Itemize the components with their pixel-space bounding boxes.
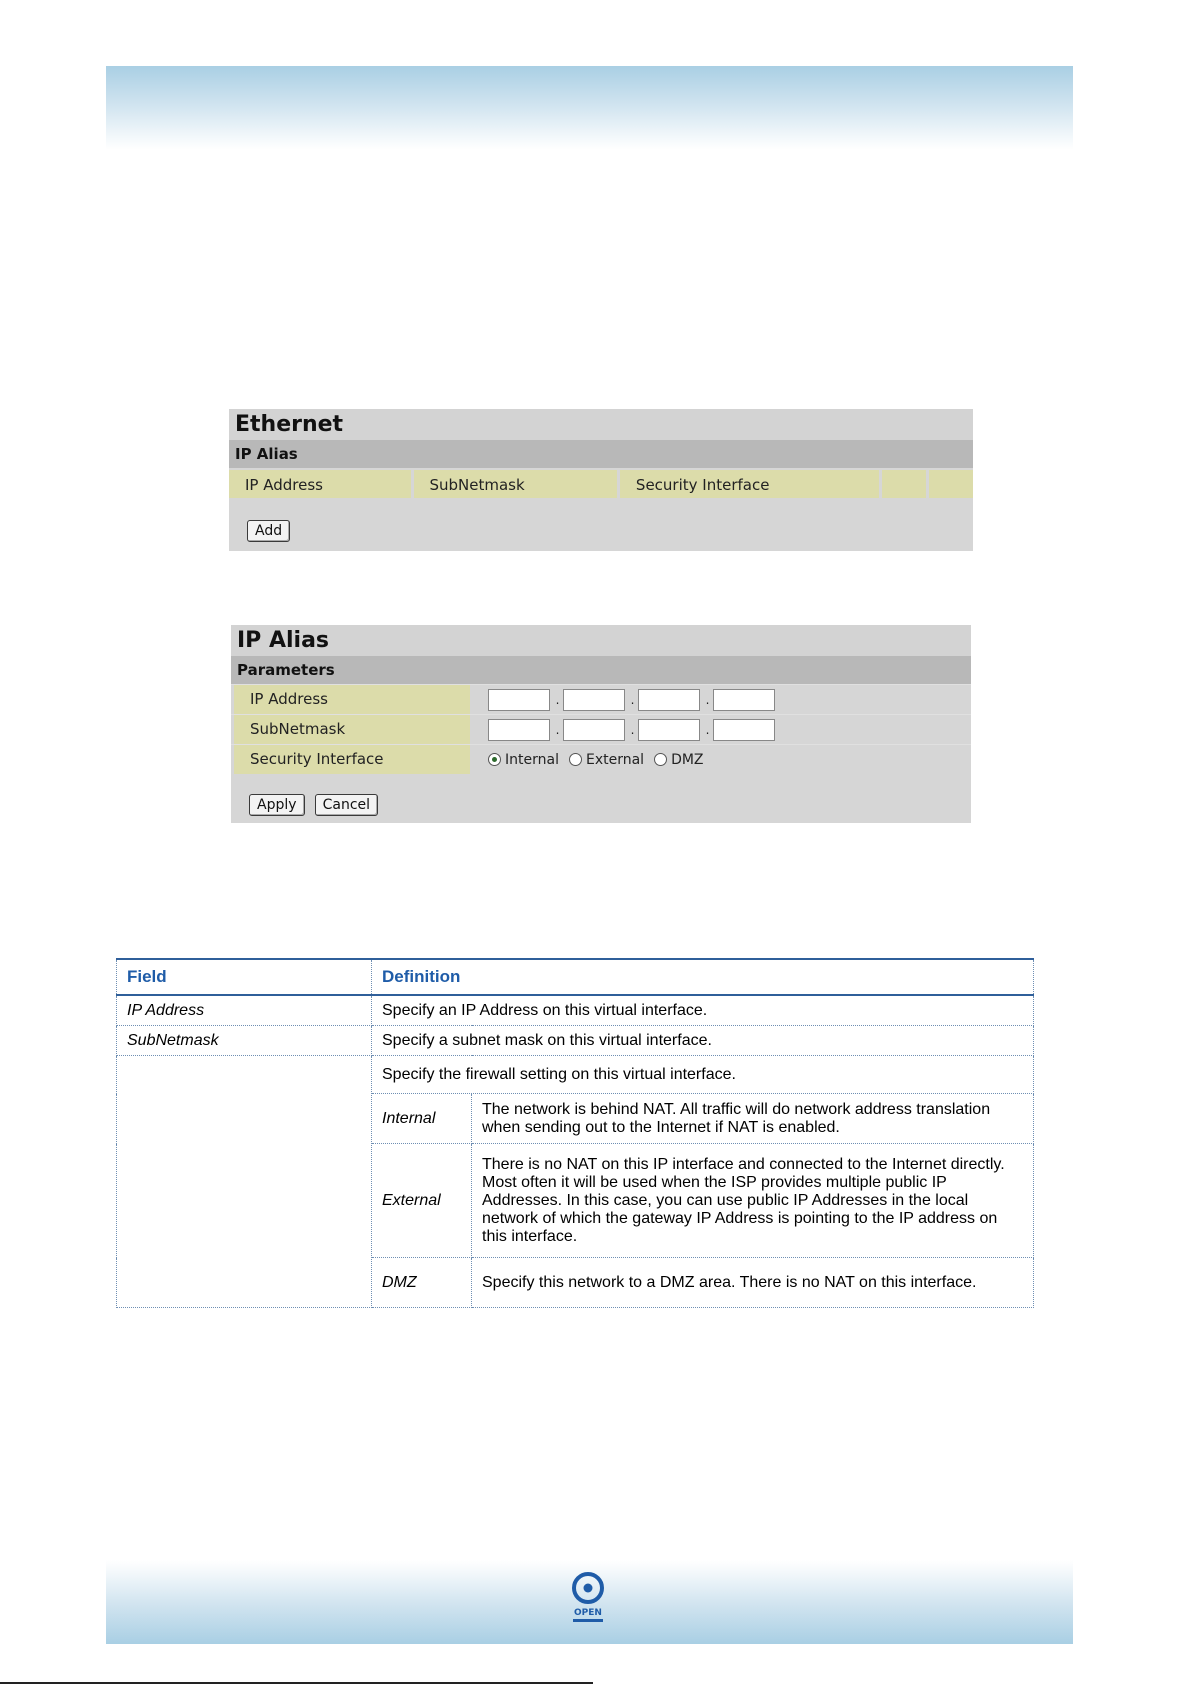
field-ip-address: IP Address [117, 995, 372, 1026]
subnetmask-row [231, 714, 971, 744]
ip-address-octet-3[interactable] [638, 689, 700, 711]
button-area [231, 774, 971, 816]
page-header-band [106, 66, 1073, 150]
definition-ip-address: Specify an IP Address on this virtual interface. [372, 995, 1034, 1026]
radio-internal[interactable] [488, 753, 501, 766]
option-internal-text: The network is behind NAT. All traffic will do network address translation when sending out to the Internet if NAT is enabled. [472, 1094, 1034, 1144]
ip-address-row [231, 684, 971, 714]
definition-security-intro: Specify the firewall setting on this virtual interface. [372, 1056, 1034, 1094]
subnetmask-label: SubNetmask [234, 715, 470, 744]
option-external-text: There is no NAT on this IP interface and connected to the Internet directly. Most often it will be used when the ISP provides multiple public IP Addresses. In this case, you can use public IP Addresses in the local network of which the gateway IP Address is pointing to the IP address on this interface. [472, 1144, 1034, 1258]
subnetmask-inputs [470, 715, 971, 744]
logo-text: OPEN [574, 1608, 602, 1618]
table-header-row [117, 959, 1034, 995]
option-dmz-text: Specify this network to a DMZ area. There is no NAT on this interface. [472, 1258, 1034, 1308]
radio-dmz[interactable] [654, 753, 667, 766]
field-subnetmask: SubNetmask [117, 1026, 372, 1056]
definition-subnetmask: Specify a subnet mask on this virtual interface. [372, 1026, 1034, 1056]
column-header-row [229, 468, 973, 498]
column-header-edit [882, 470, 926, 498]
radio-external[interactable] [569, 753, 582, 766]
ip-address-octet-4[interactable] [713, 689, 775, 711]
panel-title: Ethernet [229, 409, 973, 440]
security-interface-row [231, 744, 971, 774]
dot-separator: . [630, 692, 635, 707]
ip-address-octet-2[interactable] [563, 689, 625, 711]
footer-rule [0, 1682, 593, 1684]
panel-title: IP Alias [231, 625, 971, 656]
section-title: IP Alias [229, 440, 973, 468]
dot-separator: . [555, 692, 560, 707]
ip-address-label: IP Address [234, 685, 470, 714]
dot-separator: . [705, 722, 710, 737]
button-area [229, 498, 973, 542]
ip-address-octet-1[interactable] [488, 689, 550, 711]
open-logo-icon [570, 1572, 606, 1624]
table-row [117, 1026, 1034, 1056]
option-dmz: DMZ [372, 1258, 472, 1308]
subnetmask-octet-1[interactable] [488, 719, 550, 741]
subnetmask-octet-4[interactable] [713, 719, 775, 741]
dot-separator: . [630, 722, 635, 737]
add-button[interactable]: Add [247, 520, 290, 542]
header-field: Field [117, 959, 372, 995]
header-definition: Definition [372, 959, 1034, 995]
column-header-subnetmask: SubNetmask [414, 470, 617, 498]
dot-separator: . [555, 722, 560, 737]
ip-alias-panel [231, 625, 971, 823]
radio-dmz-label: DMZ [671, 751, 704, 768]
ethernet-panel [229, 409, 973, 551]
radio-external-label: External [585, 751, 645, 768]
dot-separator: . [705, 692, 710, 707]
table-row [117, 1056, 1034, 1094]
security-interface-label: Security Interface [234, 745, 470, 774]
open-logo [570, 1572, 606, 1624]
section-title: Parameters [231, 656, 971, 684]
cancel-button[interactable]: Cancel [315, 794, 378, 816]
column-header-delete [929, 470, 973, 498]
column-header-ip-address: IP Address [229, 470, 411, 498]
ip-address-inputs [470, 685, 971, 714]
subnetmask-octet-3[interactable] [638, 719, 700, 741]
table-row [117, 995, 1034, 1026]
radio-internal-label: Internal [505, 751, 559, 768]
security-interface-options [470, 745, 971, 774]
option-internal: Internal [372, 1094, 472, 1144]
field-security-interface [117, 1056, 372, 1308]
option-external: External [372, 1144, 472, 1258]
apply-button[interactable]: Apply [249, 794, 305, 816]
field-definition-table [116, 958, 1034, 1308]
subnetmask-octet-2[interactable] [563, 719, 625, 741]
column-header-security-interface: Security Interface [620, 470, 879, 498]
